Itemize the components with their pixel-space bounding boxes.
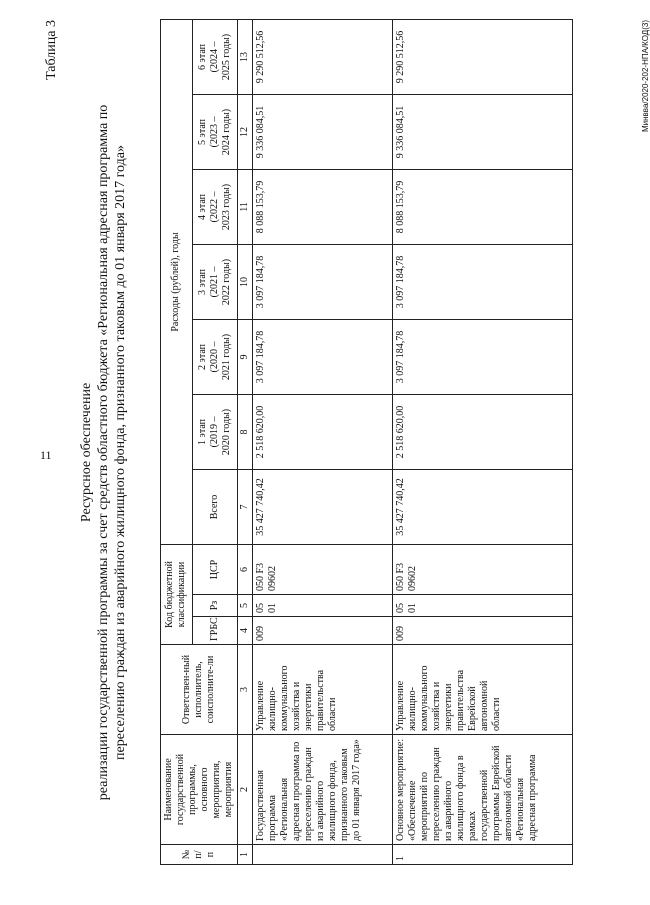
row-total: 35 427 740,42 <box>253 469 393 544</box>
header-stage-6: 6 этап (2024 – 2025 годы) <box>192 19 237 94</box>
title-line-2: реализации государственной программы за счет средств областного бюджета «Региональная адресная программа по <box>96 104 111 801</box>
row-total: 35 427 740,42 <box>393 469 573 544</box>
header-grbs: ГРБС <box>192 617 237 645</box>
row-stage-6: 9 290 512,56 <box>253 19 393 94</box>
header-stage-4: 4 этап (2022 – 2023 годы) <box>192 169 237 244</box>
resource-table <box>160 19 573 865</box>
row-name: Государственная программа «Региональная адресная программа по переселению граждан из аварийного жилищного фонда, признанного таковым до 01 января 2017 года» <box>253 735 393 845</box>
header-num: № п/п <box>161 845 238 865</box>
column-number: 9 <box>238 319 253 394</box>
document-title <box>78 20 129 885</box>
column-number: 6 <box>238 544 253 594</box>
row-rz: 05 01 <box>253 595 393 617</box>
document-code: Минвва/2020-202-НПА/КОД(3) <box>641 20 650 133</box>
resource-table-wrapper <box>160 20 610 865</box>
row-number: 1 <box>393 845 573 865</box>
row-csr: 050 F3 09602 <box>393 544 573 594</box>
column-number: 8 <box>238 394 253 469</box>
row-grbs: 009 <box>253 617 393 645</box>
header-rz: Рз <box>192 595 237 617</box>
header-stage-3: 3 этап (2021 – 2022 годы) <box>192 244 237 319</box>
row-stage-5: 9 336 084,51 <box>393 94 573 169</box>
column-number: 13 <box>238 19 253 94</box>
row-name: Основное мероприятие: «Обеспечение мероприятий по переселению граждан из аварийного жилищного фонда в рамках государственной программы Еврейской автономной области «Региональная адресная программа <box>393 735 573 845</box>
column-number: 12 <box>238 94 253 169</box>
row-stage-5: 9 336 084,51 <box>253 94 393 169</box>
header-budget-code: Код бюджетной классификации <box>161 544 193 644</box>
column-number: 11 <box>238 169 253 244</box>
table-row <box>253 19 393 864</box>
title-line-1: Ресурсное обеспечение <box>79 382 94 523</box>
table-row <box>393 19 573 864</box>
table-caption: Таблица 3 <box>44 20 59 80</box>
page-number: 11 <box>40 448 52 462</box>
column-number: 5 <box>238 595 253 617</box>
column-number: 2 <box>238 735 253 845</box>
row-stage-2: 3 097 184,78 <box>253 319 393 394</box>
header-total: Всего <box>192 469 237 544</box>
row-grbs: 009 <box>393 617 573 645</box>
header-stage-5: 5 этап (2023 – 2024 годы) <box>192 94 237 169</box>
row-number <box>253 845 393 865</box>
header-stage-1: 1 этап (2019 – 2020 годы) <box>192 394 237 469</box>
column-number: 10 <box>238 244 253 319</box>
rotated-page-content <box>30 20 650 885</box>
header-csr: ЦСР <box>192 544 237 594</box>
column-number: 7 <box>238 469 253 544</box>
column-number: 1 <box>238 845 253 865</box>
row-responsible: Управление жилищно-коммунального хозяйства и энергетики правительства области <box>253 645 393 735</box>
row-stage-2: 3 097 184,78 <box>393 319 573 394</box>
column-number: 3 <box>238 645 253 735</box>
row-stage-4: 8 088 153,79 <box>393 169 573 244</box>
row-responsible: Управление жилищно-коммунального хозяйства и энергетики правительства Еврейской автономной области <box>393 645 573 735</box>
header-row-1 <box>161 19 193 864</box>
row-rz: 05 01 <box>393 595 573 617</box>
row-stage-1: 2 518 620,00 <box>253 394 393 469</box>
header-responsible: Ответствен-ный исполнитель, соисполните-ли <box>161 645 238 735</box>
column-number: 4 <box>238 617 253 645</box>
row-stage-4: 8 088 153,79 <box>253 169 393 244</box>
row-stage-1: 2 518 620,00 <box>393 394 573 469</box>
row-stage-3: 3 097 184,78 <box>393 244 573 319</box>
header-name: Наименование государственной программы, основного мероприятия, мероприятия <box>161 735 238 845</box>
header-expenses: Расходы (рублей), годы <box>161 19 193 544</box>
row-stage-3: 3 097 184,78 <box>253 244 393 319</box>
column-number-row <box>238 19 253 864</box>
title-line-3: переселению граждан из аварийного жилищного фонда, признанного таковым до 01 января 2017 года» <box>113 145 128 760</box>
header-stage-2: 2 этап (2020 – 2021 годы) <box>192 319 237 394</box>
row-csr: 050 F3 09602 <box>253 544 393 594</box>
row-stage-6: 9 290 512,56 <box>393 19 573 94</box>
